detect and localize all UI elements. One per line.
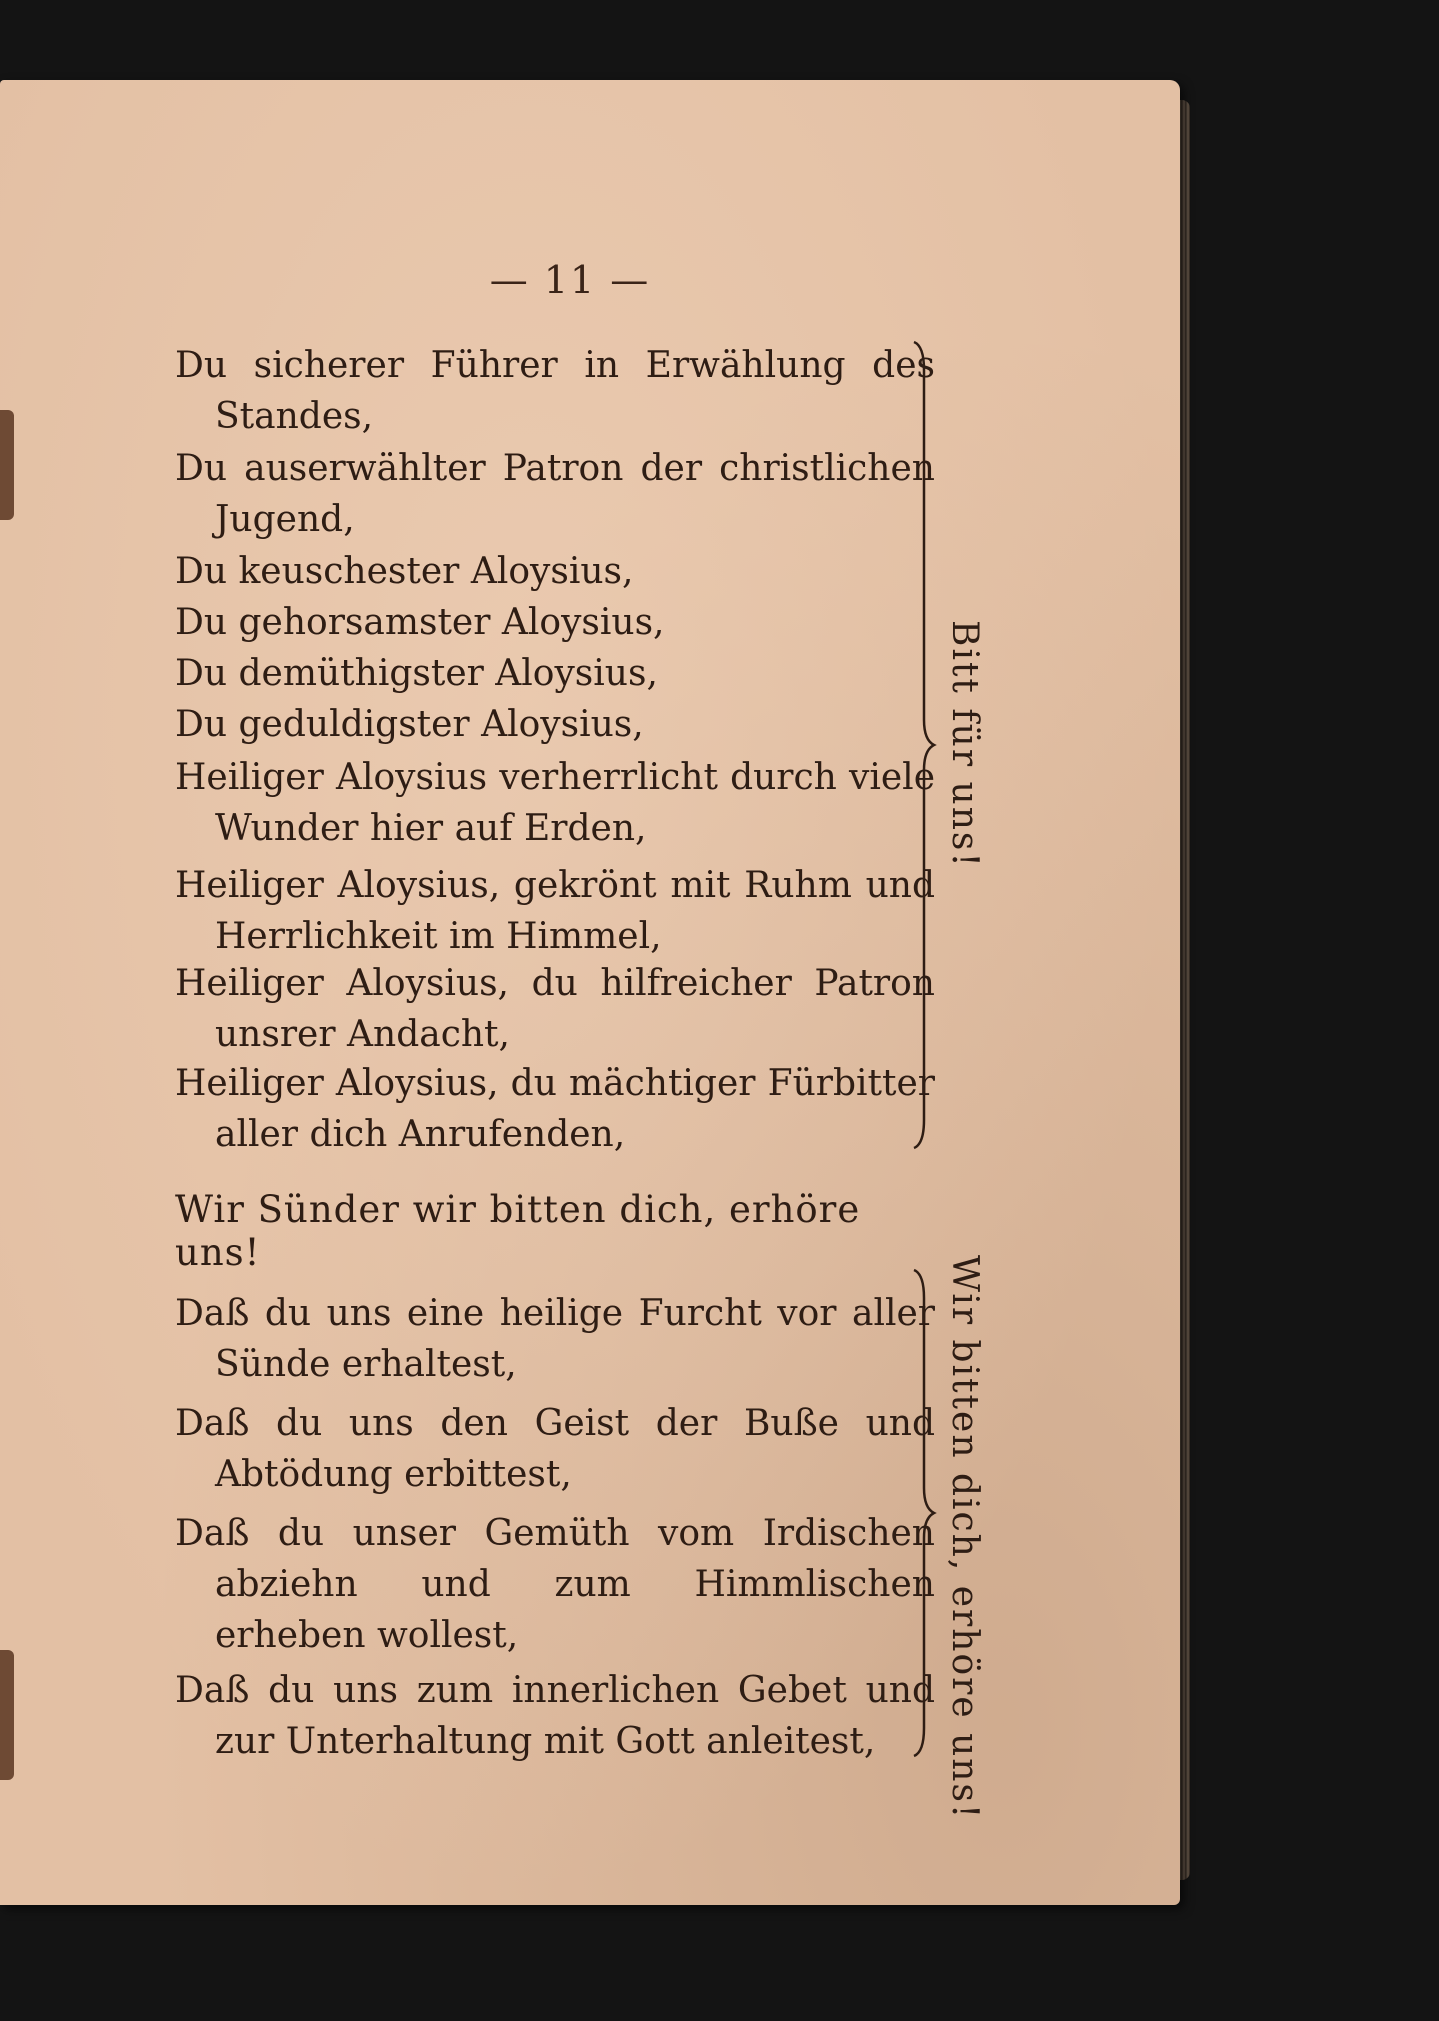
litany-verse: Heiliger Aloysius, du mächtiger Fürbitter aller dich Anrufenden,	[175, 1063, 935, 1155]
section2-brace	[910, 1268, 940, 1758]
litany-verse: Heiliger Aloysius verherrlicht durch viele Wunder hier auf Erden,	[175, 757, 935, 849]
litany-verse: Du keuschester Aloysius,	[175, 551, 634, 592]
litany-verse: Daß du unser Gemüth vom Irdischen abziehn und zum Himmlischen erheben wollest,	[175, 1513, 935, 1656]
litany-verse: Du auserwählter Patron der christlichen Jugend,	[175, 448, 935, 540]
side-response: Wir bitten dich, erhöre uns!	[944, 1255, 985, 1821]
section1-brace	[910, 340, 940, 1150]
litany-verse: Daß du uns eine heilige Furcht vor aller Sünde erhaltest,	[175, 1293, 935, 1385]
binding-mark	[0, 1650, 14, 1780]
litany-verse: Daß du uns den Geist der Buße und Abtödung erbittest,	[175, 1403, 935, 1495]
side-response: Bitt für uns!	[944, 620, 985, 869]
litany-verse: Du demüthigster Aloysius,	[175, 653, 658, 694]
page-number: — 11 —	[489, 258, 651, 302]
response-line: Wir Sünder wir bitten dich, erhöre uns!	[175, 1188, 861, 1274]
litany-verse: Daß du uns zum innerlichen Gebet und zur Unterhaltung mit Gott anleitest,	[175, 1670, 935, 1762]
litany-verse: Du gehorsamster Aloysius,	[175, 602, 665, 643]
litany-verse: Heiliger Aloysius, gekrönt mit Ruhm und Herrlichkeit im Himmel,	[175, 865, 935, 957]
binding-mark	[0, 410, 14, 520]
litany-verse: Heiliger Aloysius, du hilfreicher Patron unsrer Andacht,	[175, 963, 935, 1055]
litany-verse: Du geduldigster Aloysius,	[175, 704, 644, 745]
litany-verse: Du sicherer Führer in Erwählung des Standes,	[175, 345, 935, 437]
